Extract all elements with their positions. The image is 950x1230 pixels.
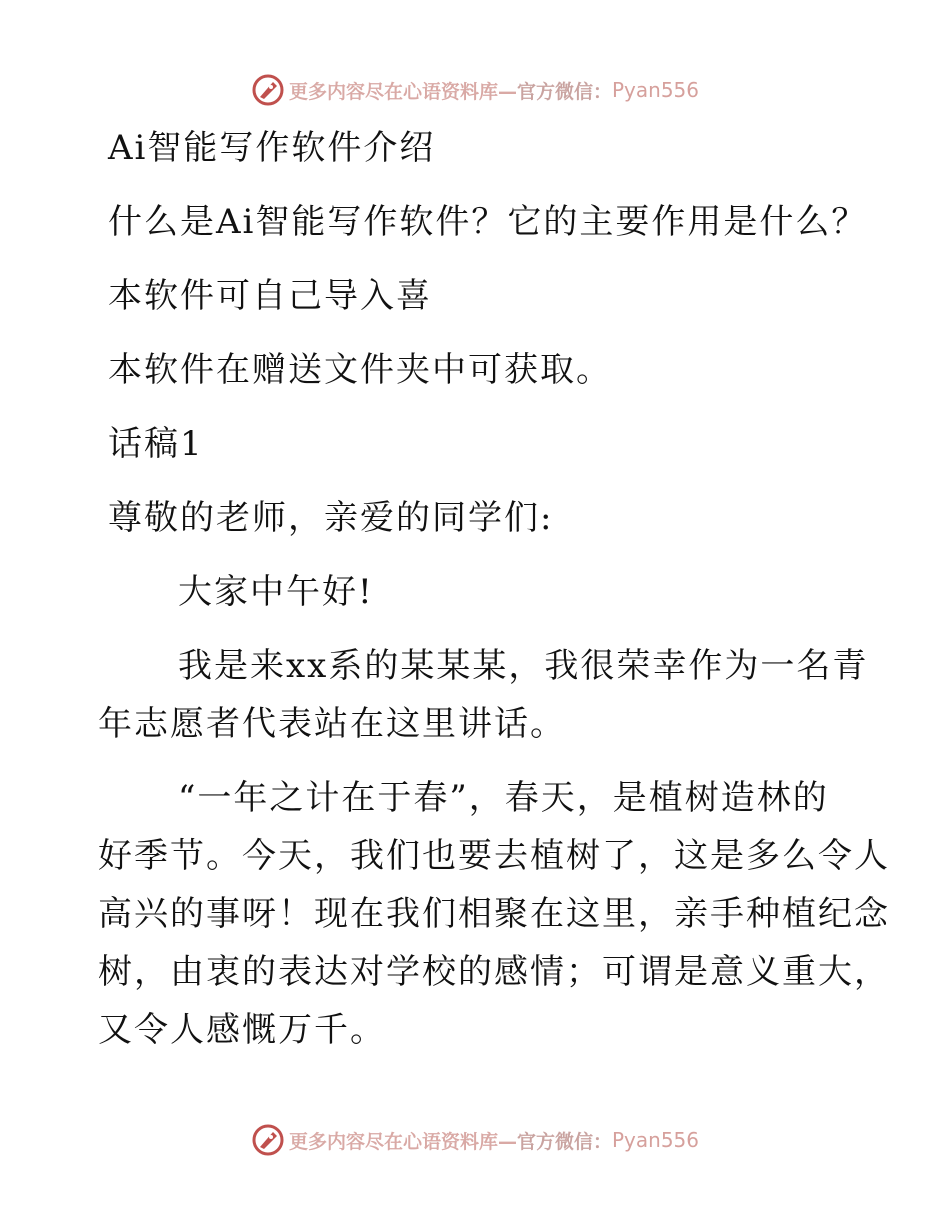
document-title: Ai智能写作软件介绍 xyxy=(108,128,436,168)
banner-main-text: 更多内容尽在心语资料库— xyxy=(288,1130,517,1153)
header-watermark-banner xyxy=(0,70,950,110)
paragraph-2-line-1: “一年之计在于春”，春天，是植树造林的 xyxy=(178,778,829,818)
footer-watermark-banner xyxy=(0,1120,950,1160)
banner-main-text: 更多内容尽在心语资料库— xyxy=(288,80,517,103)
banner-wechat-label: 官方微信： xyxy=(516,1130,612,1153)
gift-folder-line: 本软件在赠送文件夹中可获取。 xyxy=(108,350,612,390)
question-line: 什么是Ai智能写作软件？它的主要作用是什么？ xyxy=(108,202,868,242)
banner-wechat-label: 官方微信： xyxy=(516,80,612,103)
greeting-line: 大家中午好! xyxy=(178,572,374,612)
banner-wechat-id: Pyan556 xyxy=(612,1128,700,1152)
pen-nib-logo-icon xyxy=(251,1123,285,1157)
paragraph-2-line-5: 又令人感慨万千。 xyxy=(98,1010,386,1050)
pen-nib-logo-icon xyxy=(251,73,285,107)
banner-wechat-id: Pyan556 xyxy=(612,78,700,102)
import-line: 本软件可自己导入喜 xyxy=(108,276,432,316)
paragraph-2-line-3: 高兴的事呀！现在我们相聚在这里，亲手种植纪念 xyxy=(98,894,890,934)
speech-label: 话稿1 xyxy=(108,424,204,464)
paragraph-2-line-2: 好季节。今天，我们也要去植树了，这是多么令人 xyxy=(98,836,890,876)
paragraph-1-line-2: 年志愿者代表站在这里讲话。 xyxy=(98,704,566,744)
salutation-line: 尊敬的老师，亲爱的同学们: xyxy=(108,498,554,538)
paragraph-2-line-4: 树，由衷的表达对学校的感情；可谓是意义重大， xyxy=(98,952,890,992)
paragraph-1-line-1: 我是来xx系的某某某，我很荣幸作为一名青 xyxy=(178,646,869,686)
